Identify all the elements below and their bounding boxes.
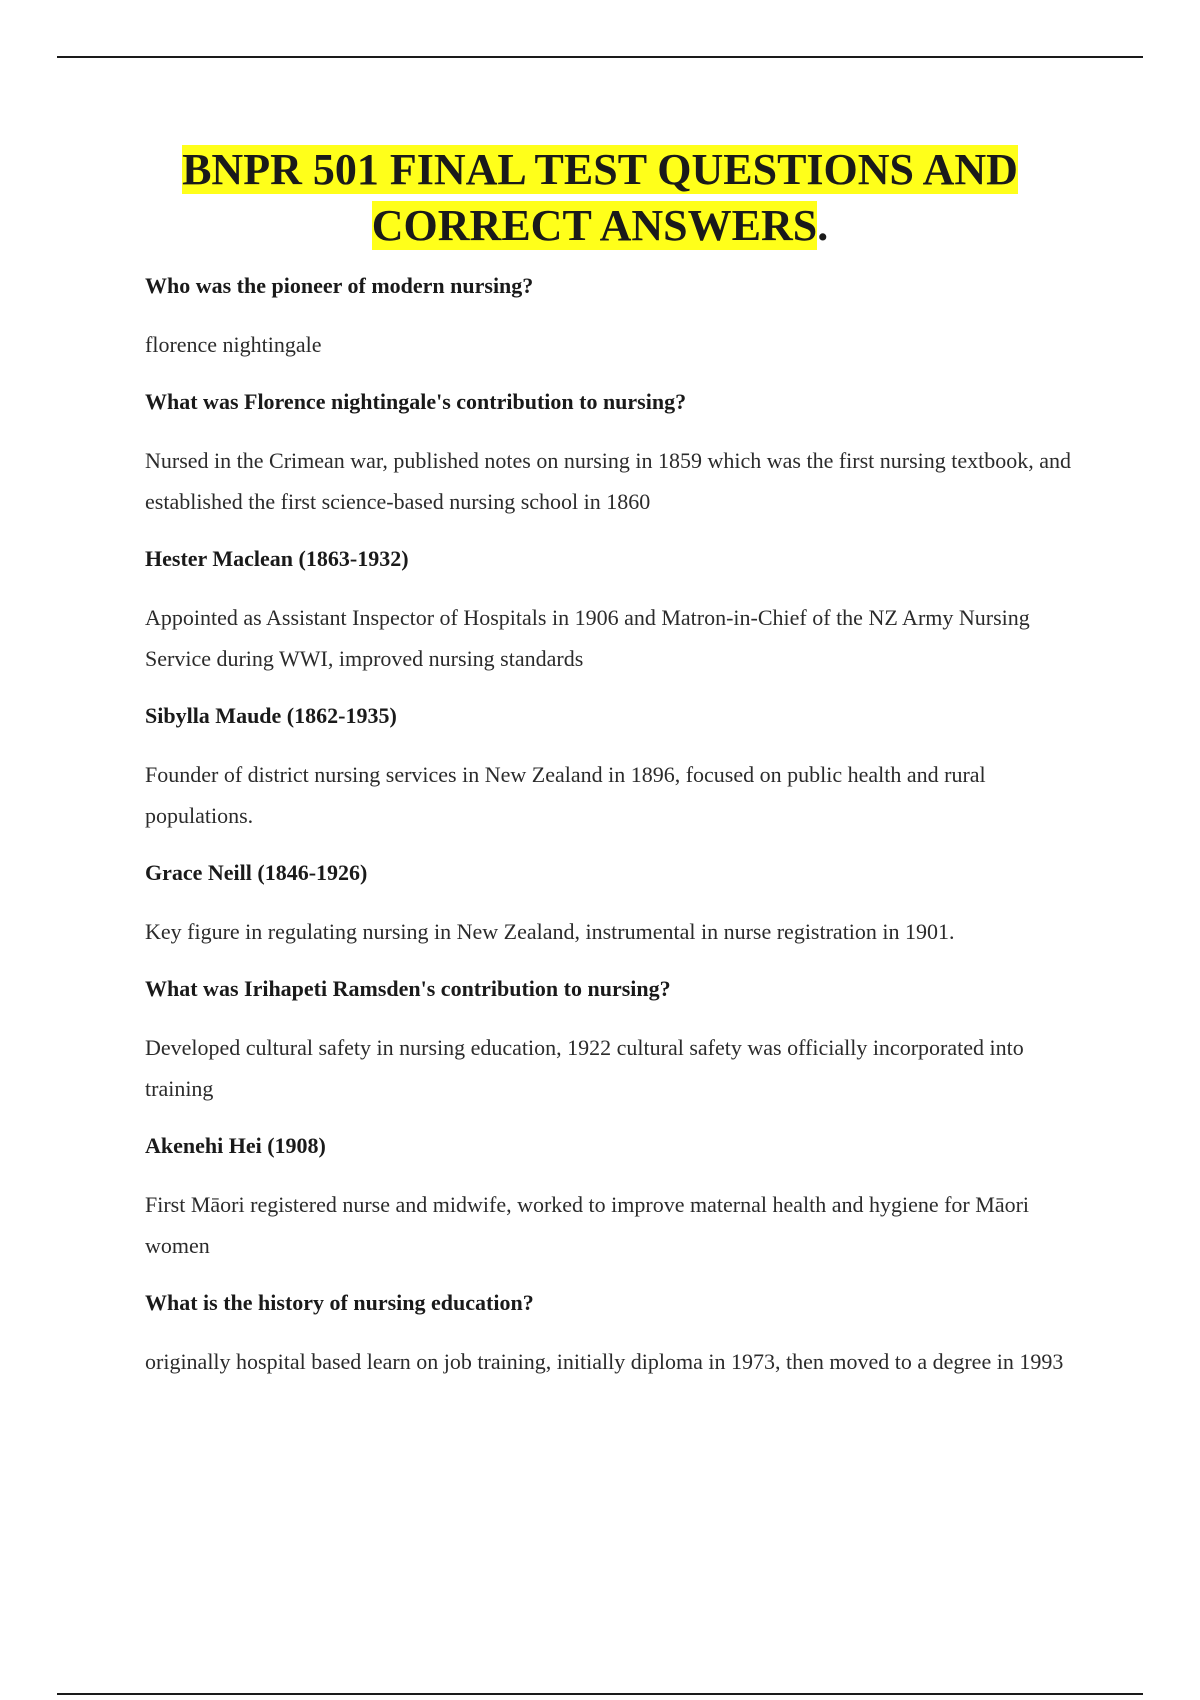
top-rule <box>57 56 1143 58</box>
answer: Founder of district nursing services in New Zealand in 1896, focused on public health and rural populations. <box>145 762 986 828</box>
answer: First Māori registered nurse and midwife, worked to improve maternal health and hygiene for Māori women <box>145 1192 1030 1258</box>
title-line-2-tail: . <box>817 201 829 250</box>
title-line-1: BNPR 501 FINAL TEST QUESTIONS AND <box>182 145 1018 194</box>
question: Who was the pioneer of modern nursing? <box>145 273 534 298</box>
question: Hester Maclean (1863-1932) <box>145 546 409 571</box>
qa-list <box>145 266 1095 1399</box>
question: Akenehi Hei (1908) <box>145 1133 326 1158</box>
question: What was Irihapeti Ramsden's contribution to nursing? <box>145 976 671 1001</box>
question: What is the history of nursing education? <box>145 1290 534 1315</box>
title-line-2-highlight: CORRECT ANSWERS <box>371 201 818 250</box>
bottom-rule <box>57 1693 1143 1695</box>
answer: originally hospital based learn on job training, initially diploma in 1973, then moved to a degree in 1993 <box>145 1349 1064 1374</box>
answer: Developed cultural safety in nursing education, 1922 cultural safety was officially incorporated into training <box>145 1035 1024 1101</box>
question: Sibylla Maude (1862-1935) <box>145 703 397 728</box>
answer: Key figure in regulating nursing in New Zealand, instrumental in nurse registration in 1901. <box>145 919 955 944</box>
question: What was Florence nightingale's contribution to nursing? <box>145 389 687 414</box>
question: Grace Neill (1846-1926) <box>145 860 368 885</box>
answer: Appointed as Assistant Inspector of Hospitals in 1906 and Matron-in-Chief of the NZ Army Nursing Service during WWI, improved nursing standards <box>145 605 1030 671</box>
answer: florence nightingale <box>145 332 322 357</box>
document-title <box>100 142 1100 254</box>
answer: Nursed in the Crimean war, published notes on nursing in 1859 which was the first nursing textbook, and established the first science-based nursing school in 1860 <box>145 448 1072 514</box>
